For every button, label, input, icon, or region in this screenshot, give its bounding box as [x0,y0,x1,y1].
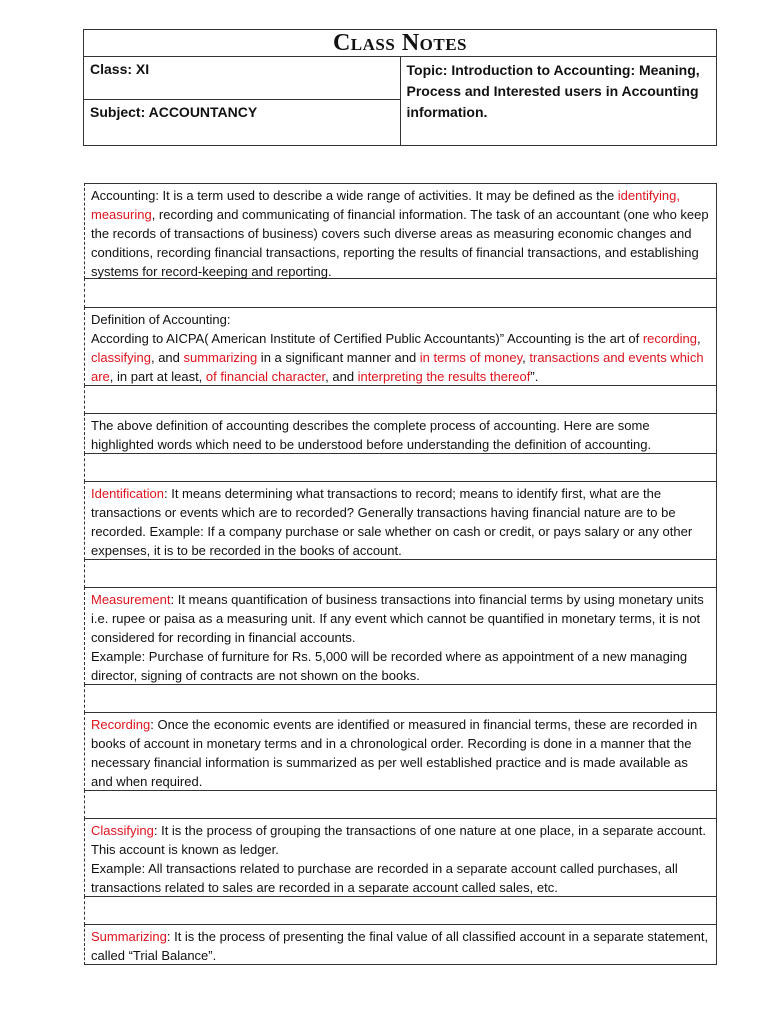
spacer-row [84,453,717,482]
accounting-section [84,183,717,279]
classifying-section [84,818,717,897]
classifying-text: : It is the process of grouping the transactions of one nature at one place, in a separate account. This account is known as ledger. [91,823,706,857]
spacer-row [84,278,717,308]
summarizing-section [84,924,717,965]
classifying-term: Classifying [91,823,154,838]
measurement-section [84,587,717,685]
recording-section [84,712,717,791]
classifying-example: Example: All transactions related to purchase are recorded in a separate account called purchases, all transactions related to sales are recorded in a separate account called sales, etc. [91,861,678,895]
definition-text-7: , and [325,369,358,384]
definition-text-6: , in part at least, [109,369,206,384]
measurement-term: Measurement [91,592,171,607]
term-classifying: classifying [91,350,151,365]
definition-heading: Definition of Accounting: [91,312,231,327]
term-summarizing: summarizing [183,350,258,365]
recording-term: Recording [91,717,151,732]
definition-text-2: , [697,331,701,346]
spacer-row [84,790,717,819]
notes-container [84,184,717,965]
subject-cell: Subject: ACCOUNTANCY [84,100,401,146]
spacer-row [84,684,717,713]
spacer-row [84,896,717,925]
definition-text-5: , [522,350,530,365]
spacer-row [84,385,717,414]
term-interpreting: interpreting the results thereof [357,369,531,384]
header-table [83,29,717,146]
definition-text-4: in a significant manner and [257,350,420,365]
topic-cell: Topic: Introduction to Accounting: Meaning, Process and Interested users in Accounting information. [400,57,717,146]
definition-text-8: ”. [530,369,539,384]
measurement-example: Example: Purchase of furniture for Rs. 5,000 will be recorded where as appointment of a new managing director, signing of contracts are not shown on the books. [91,649,688,683]
page-title: Class Notes [84,30,717,57]
identification-term: Identification [91,486,164,501]
accounting-text-1: Accounting: It is a term used to describe a wide range of activities. It may be defined as the [91,188,618,203]
accounting-text-2: , recording and communicating of financial information. The task of an accountant (one who keep the records of transactions of business) covers such diverse areas as measuring economic changes and conditions, recording financial transactions, reporting the results of financial transactions, and establishing systems for record-keeping and reporting. [91,207,709,279]
term-recording: recording [642,331,698,346]
summarizing-text: : It is the process of presenting the final value of all classified account in a separate statement, called “Trial Balance”. [91,929,709,963]
measurement-text: : It means quantification of business transactions into financial terms by using monetary units i.e. rupee or paisa as a measuring unit. If any event which cannot be quantified in monetary terms, it is not considered for recording in financial accounts. [91,592,704,645]
definition-text-3: , and [150,350,184,365]
definition-section [84,307,717,386]
accounting-highlight: identifying, measuring [91,188,680,222]
spacer-row [84,559,717,588]
term-financial-character: of financial character [205,369,326,384]
term-transactions: transactions and events which are [91,350,704,384]
class-cell: Class: XI [84,57,401,100]
term-money: in terms of money [419,350,523,365]
identification-section [84,481,717,560]
recording-text: : Once the economic events are identified or measured in financial terms, these are recorded in books of account in monetary terms and in a chronological order. Recording is done in a manner that the necessary financial information is summarized as per well established practice and is made available as and when required. [91,717,698,789]
identification-text: : It means determining what transactions to record; means to identify first, what are the transactions or events which are to recorded? Generally transactions having financial nature are to be recorded. Example: If a company purchase or sale whether on cash or credit, or pays salary or any other expenses, it is to be recorded in the books of account. [91,486,693,558]
definition-text-1: According to AICPA( American Institute of Certified Public Accountants)” Accounting is the art of [91,331,643,346]
intro-text: The above definition of accounting describes the complete process of accounting. Here are some highlighted words which need to be understood before understanding the definition of accounting. [91,418,652,452]
intro-section [84,413,717,454]
summarizing-term: Summarizing [91,929,167,944]
